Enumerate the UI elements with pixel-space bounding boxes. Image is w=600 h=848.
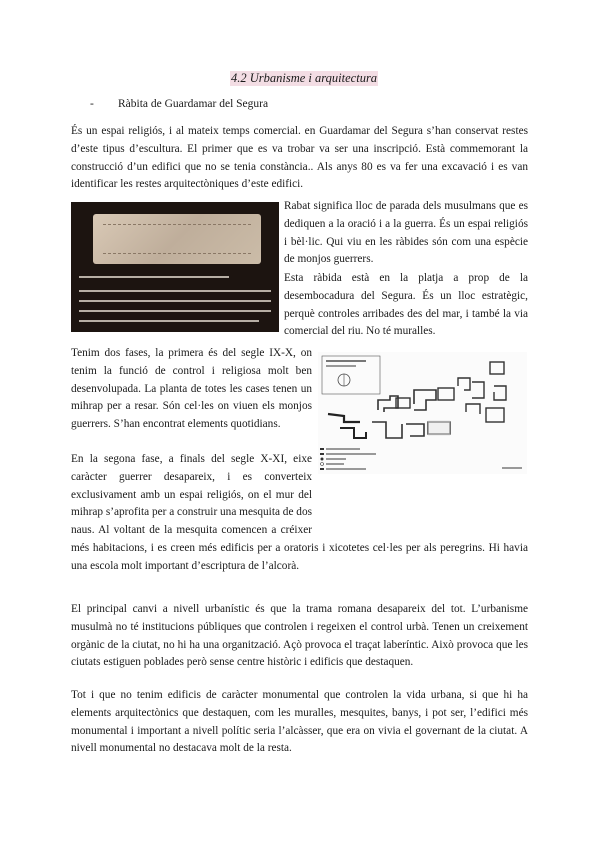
canvi-paragraph: El principal canvi a nivell urbanístic és que la trama romana desapareix del tot. L’urbanisme musulmà no té institucions públiques que controlen i regeixen el control urbà. Tenen un creixement orgànic de la ciutat, no hi ha una organització. Açò provoca el traçat laberíntic. Això provoca que les ciutats estiguen poblades però sense centre històric i edificis que destaquen.	[71, 603, 528, 669]
segona-paragraph	[71, 451, 528, 576]
situacio-paragraph: Esta ràbida està en la platja a prop de la desembocadura del Segura. És un lloc estratègic, perquè controles arribades des del mar, i també la via comercial del riu. No té muralles.	[284, 272, 528, 338]
fases-paragraph: Tenim dos fases, la primera és del segle IX-X, on tenim la funció de control i religiosa molt ben desenvolupada. La planta de totes les cases tenen un mihrap per a resar. Són cel·les on viuen els monjos guerrers. S’han encontrat elements quotidians.	[71, 347, 312, 431]
section-heading: 4.2 Urbanisme i arquitectura	[231, 71, 378, 85]
bullet-text: Ràbita de Guardamar del Segura	[118, 98, 269, 110]
monumental-paragraph: Tot i que no tenim edificis de caràcter monumental que controlen la vida urbana, si que hi ha elements arquitectònics que destaquen, com les muralles, mesquites, banys, i pot ser, l’edifici més monumental i important a nivell polític seria l’alcàsser, que era on vivia el governant de la ciutat. A nivell monumental no destacava molt de la resta.	[71, 689, 528, 755]
inscription-photo	[71, 202, 279, 332]
intro-paragraph: És un espai religiós, i al mateix temps comercial. en Guardamar del Segura s’han conservat restes d’este tipus d’escultura. El primer que es va trobar va ser una inscripció. Està commemorant la construcció d’un edifici que no se tenia constància.. Als anys 80 es va fer una excavació i es van identificar les restes arquitectòniques d’este edifici.	[71, 125, 528, 191]
image-wrap-spacer	[312, 451, 528, 523]
inscription-stone	[93, 214, 261, 264]
rabat-paragraph: Rabat significa lloc de parada dels musulmans que es dediquen a la oració i a la guerra. És un espai religiós i bèl·lic. Qui viu en les ràbides són com una espècie de monjos guerrers.	[284, 200, 528, 266]
bullet-item	[90, 98, 268, 110]
segona-text: En la segona fase, a finals del segle X-XI, eixe caràcter guerrer desapareix, i es converteix exclusivament amb un espai religiós, on el mur del mihrap s’aprofita per a construir una mesquita de dos naus. Al voltant de la mesquita comencen a créixer més habitacions, i es creen més edificis per a oratoris i xicotetes cel·les per als peregrins. Hi havia una escola molt important d’escriptura de l’alcorà.	[71, 453, 528, 572]
bullet-dash: -	[90, 98, 94, 110]
